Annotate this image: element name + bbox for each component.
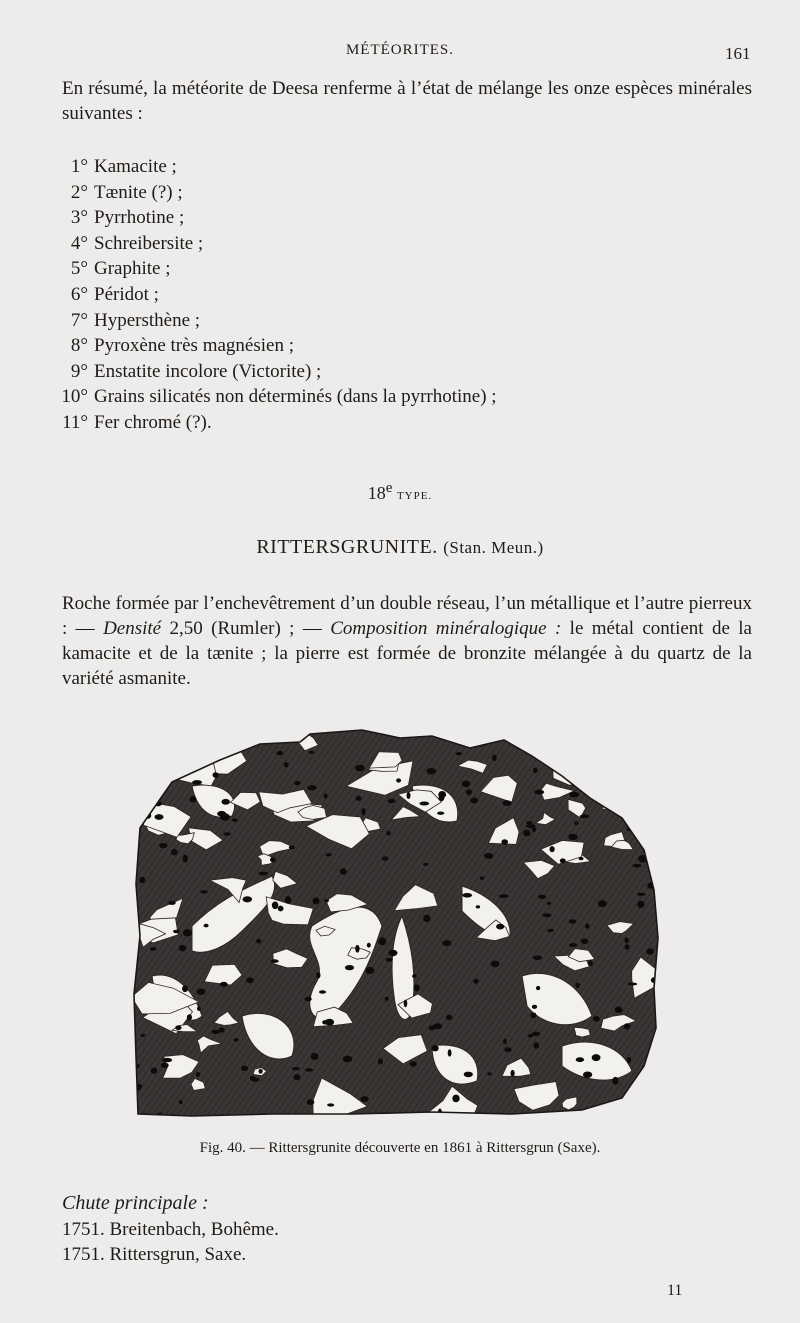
inclusion-dot (141, 769, 147, 775)
inclusion-dot (386, 831, 390, 835)
inclusion-dot (502, 800, 511, 806)
inclusion-dot (446, 1015, 452, 1021)
type-label: TYPE. (396, 490, 433, 502)
fall-list (62, 1217, 279, 1267)
inclusion-dot (305, 997, 312, 1002)
inclusion-dot (645, 1110, 654, 1117)
inclusion-dot (560, 858, 566, 863)
inclusion-dot (378, 938, 386, 946)
fall-place: Rittersgrun, Saxe. (109, 1244, 247, 1265)
inclusion-dot (135, 1064, 140, 1068)
inclusion-dot (355, 945, 359, 953)
inclusion-dot (420, 1114, 428, 1117)
type-number-suffix: e (385, 480, 393, 496)
inclusion-dot (258, 872, 268, 876)
inclusion-dot (557, 1114, 563, 1118)
inclusion-dot (168, 901, 175, 905)
inclusion-dot (470, 798, 478, 804)
inclusion-dot (503, 1039, 507, 1045)
list-item (58, 359, 497, 385)
intro-paragraph: En résumé, la météorite de Deesa renferme à l’état de mélange les onze espèces minérales suivantes : (62, 78, 752, 124)
item-text: Enstatite incolore (Victorite) ; (94, 360, 322, 382)
figure-caption: Fig. 40. — Rittersgrunite découverte en 1861 à Rittersgrun (Saxe). (199, 1140, 601, 1156)
inclusion-dot (361, 1096, 369, 1102)
inclusion-dot (569, 919, 577, 923)
inclusion-dot (603, 765, 607, 772)
inclusion-dot (183, 855, 188, 863)
list-item (58, 410, 497, 436)
item-text: Grains silicatés non déterminés (dans la pyrrhotine) ; (94, 386, 497, 408)
inclusion-dot (652, 791, 661, 798)
inclusion-dot (476, 905, 480, 908)
inclusion-dot (429, 1026, 436, 1031)
item-text: Schreibersite ; (94, 232, 204, 254)
inclusion-dot (133, 803, 139, 808)
inclusion-dot (340, 868, 347, 874)
item-number: 2° (70, 181, 88, 203)
inclusion-dot (605, 795, 610, 800)
inclusion-dot (389, 950, 398, 956)
inclusion-dot (526, 824, 536, 828)
inclusion-dot (626, 806, 630, 811)
inclusion-dot (293, 1074, 300, 1080)
inclusion-dot (305, 1068, 313, 1072)
inclusion-dot (439, 795, 445, 802)
inclusion-dot (568, 834, 578, 840)
inclusion-dot (464, 1072, 473, 1078)
inclusion-dot (404, 1000, 408, 1008)
inclusion-dot (628, 983, 638, 986)
inclusion-dot (386, 958, 393, 962)
metal-grain (568, 770, 594, 784)
inclusion-dot (259, 1069, 263, 1074)
inclusion-dot (284, 762, 289, 767)
inclusion-dot (345, 965, 354, 970)
item-number: 6° (70, 283, 88, 305)
inclusion-dot (167, 730, 174, 737)
inclusion-dot (547, 902, 551, 905)
inclusion-dot (183, 929, 192, 936)
inclusion-dot (523, 830, 530, 837)
item-number: 3° (70, 207, 88, 229)
inclusion-dot (574, 821, 579, 825)
inclusion-dot (637, 893, 646, 896)
inclusion-dot (150, 947, 157, 951)
item-text: Péridot ; (94, 283, 159, 305)
inclusion-dot (343, 1056, 353, 1063)
inclusion-dot (243, 896, 253, 902)
inclusion-dot (492, 755, 497, 762)
composition-label: Composition minéralogique : (330, 618, 562, 639)
item-number: 11° (62, 411, 88, 433)
inclusion-dot (592, 1054, 601, 1061)
inclusion-dot (533, 768, 538, 774)
inclusion-dot (189, 796, 196, 802)
fall-year: 1751. (62, 1219, 105, 1240)
mineral-list (58, 154, 497, 436)
inclusion-dot (534, 790, 544, 795)
inclusion-dot (442, 940, 451, 946)
inclusion-dot (636, 797, 643, 802)
inclusion-dot (355, 796, 361, 801)
item-number: 1° (70, 156, 88, 177)
inclusion-dot (547, 929, 554, 932)
inclusion-dot (307, 1099, 315, 1105)
inclusion-dot (220, 982, 228, 987)
inclusion-dot (511, 1070, 515, 1077)
inclusion-dot (575, 983, 580, 988)
inclusion-dot (526, 821, 533, 824)
inclusion-dot (355, 765, 365, 771)
running-title: MÉTÉORITES. (345, 42, 455, 58)
inclusion-dot (437, 812, 444, 815)
inclusion-dot (156, 748, 165, 754)
inclusion-dot (309, 751, 315, 754)
inclusion-dot (186, 729, 191, 735)
inclusion-dot (462, 781, 471, 788)
inclusion-dot (452, 1095, 459, 1103)
item-text: Tænite (?) ; (94, 181, 183, 203)
inclusion-dot (270, 857, 276, 862)
inclusion-dot (615, 1006, 623, 1013)
inclusion-dot (138, 800, 147, 804)
inclusion-dot (625, 938, 629, 944)
page-number: 161 (725, 44, 751, 63)
inclusion-dot (340, 726, 349, 730)
inclusion-dot (241, 1066, 248, 1071)
item-number: 5° (70, 258, 88, 280)
list-item (58, 384, 497, 410)
inclusion-dot (646, 948, 653, 955)
inclusion-dot (292, 1067, 300, 1070)
inclusion-dot (187, 1014, 192, 1020)
item-text: Hypersthène ; (94, 309, 201, 331)
inclusion-dot (313, 897, 320, 904)
inclusion-dot (613, 777, 618, 783)
inclusion-dot (311, 1053, 319, 1060)
item-number: 9° (70, 360, 88, 382)
inclusion-dot (387, 799, 395, 803)
inclusion-dot (151, 1067, 158, 1073)
density-label: Densité (103, 618, 162, 639)
inclusion-dot (412, 974, 417, 978)
inclusion-dot (149, 756, 153, 763)
inclusion-dot (246, 977, 254, 983)
item-number: 10° (61, 386, 88, 408)
inclusion-dot (569, 792, 579, 798)
inclusion-dot (419, 802, 429, 806)
item-number: 4° (70, 232, 88, 254)
inclusion-dot (625, 944, 630, 950)
inclusion-dot (533, 955, 542, 960)
inclusion-dot (396, 778, 401, 782)
item-number: 8° (70, 335, 88, 357)
inclusion-dot (634, 799, 641, 807)
list-item (58, 333, 497, 359)
inclusion-dot (324, 899, 329, 902)
description-part-3: le métal contient de la kamacite et de la tænite ; la pierre est formée de bronzite mélangée à du quartz de la variété asmanite. (62, 618, 752, 689)
inclusion-dot (250, 1076, 256, 1081)
item-text: Fer chromé (?). (94, 411, 212, 433)
inclusion-dot (171, 849, 178, 855)
inclusion-dot (382, 856, 388, 860)
section-title (0, 536, 800, 559)
inclusion-dot (491, 961, 500, 968)
inclusion-dot (212, 1030, 221, 1034)
inclusion-dot (423, 863, 429, 866)
list-item (58, 308, 497, 334)
inclusion-dot (414, 984, 420, 991)
inclusion-dot (214, 727, 222, 732)
inclusion-dot (633, 864, 642, 868)
inclusion-dot (656, 861, 662, 868)
inclusion-dot (585, 765, 590, 772)
inclusion-dot (361, 808, 365, 815)
inclusion-dot (232, 819, 238, 822)
inclusion-dot (627, 1057, 631, 1063)
inclusion-dot (325, 1019, 334, 1026)
inclusion-dot (518, 740, 524, 748)
inclusion-dot (223, 832, 231, 835)
list-item (58, 256, 497, 282)
inclusion-dot (576, 1057, 584, 1062)
inclusion-dot (220, 813, 230, 820)
inclusion-dot (197, 989, 206, 995)
description-paragraph (62, 591, 752, 691)
inclusion-dot (534, 1042, 540, 1049)
inclusion-dot (385, 997, 389, 1001)
inclusion-dot (319, 990, 326, 994)
inclusion-dot (367, 943, 371, 948)
inclusion-dot (550, 846, 555, 852)
inclusion-dot (432, 1045, 439, 1051)
inclusion-dot (644, 764, 651, 771)
inclusion-dot (327, 1103, 334, 1106)
inclusion-dot (285, 896, 291, 904)
inclusion-dot (622, 777, 626, 783)
inclusion-dot (593, 1016, 600, 1022)
description-part-1: Roche formée par l’enchevêtrement d’un double réseau, l’un métallique et l’autre pierreux : — (62, 593, 752, 639)
inclusion-dot (484, 853, 494, 859)
inclusion-dot (139, 877, 145, 884)
inclusion-dot (144, 727, 148, 735)
inclusion-dot (325, 853, 332, 856)
inclusion-dot (200, 890, 208, 893)
inclusion-dot (272, 902, 279, 910)
item-text: Kamacite ; (94, 156, 177, 177)
inclusion-dot (487, 1072, 491, 1075)
inclusion-dot (182, 985, 188, 992)
inclusion-dot (504, 1047, 511, 1052)
inclusion-dot (598, 900, 607, 907)
inclusion-dot (585, 924, 589, 929)
main-fall-heading: Chute principale : (62, 1192, 209, 1214)
inclusion-dot (192, 780, 202, 784)
fall-item (62, 1217, 279, 1242)
inclusion-dot (659, 1060, 662, 1066)
inclusion-dot (278, 906, 284, 912)
list-item (58, 282, 497, 308)
inclusion-dot (501, 839, 508, 845)
inclusion-dot (538, 895, 546, 899)
inclusion-dot (289, 845, 295, 849)
inclusion-dot (462, 893, 472, 898)
inclusion-dot (579, 857, 584, 860)
inclusion-dot (162, 1058, 172, 1062)
inclusion-dot (612, 1077, 618, 1085)
inclusion-dot (435, 1113, 439, 1118)
inclusion-dot (654, 807, 659, 811)
inclusion-dot (569, 943, 577, 947)
figure-rittersgrunite (132, 726, 662, 1118)
inclusion-dot (581, 939, 589, 945)
inclusion-dot (161, 1063, 169, 1068)
list-item (58, 154, 497, 180)
inclusion-dot (159, 843, 167, 848)
inclusion-dot (271, 959, 279, 963)
inclusion-dot (256, 939, 261, 944)
inclusion-dot (624, 1023, 631, 1029)
inclusion-dot (324, 793, 328, 798)
section-author: (Stan. Meun.) (443, 538, 544, 557)
inclusion-dot (654, 800, 662, 805)
inclusion-dot (410, 1061, 417, 1067)
inclusion-dot (530, 1012, 536, 1018)
inclusion-dot (234, 1038, 239, 1042)
inclusion-dot (197, 1006, 201, 1011)
meteorite-specimen (132, 726, 662, 1118)
inclusion-dot (431, 1114, 436, 1118)
inclusion-dot (179, 1100, 183, 1104)
inclusion-dot (473, 979, 478, 984)
inclusion-dot (528, 1034, 534, 1038)
inclusion-dot (179, 945, 187, 951)
meteorite-illustration (132, 726, 662, 1118)
inclusion-dot (426, 768, 436, 774)
inclusion-dot (175, 1025, 181, 1030)
inclusion-dot (637, 901, 644, 908)
inclusion-dot (532, 1005, 537, 1009)
inclusion-dot (423, 915, 430, 922)
type-heading (0, 480, 800, 504)
inclusion-dot (588, 960, 593, 966)
inclusion-dot (277, 751, 284, 755)
inclusion-dot (580, 814, 590, 818)
description-part-2: 2,50 (Rumler) ; — (161, 618, 331, 639)
list-item (58, 180, 497, 206)
fall-year: 1751. (62, 1244, 105, 1265)
fall-item (62, 1242, 279, 1267)
inclusion-dot (543, 913, 552, 917)
inclusion-dot (583, 1072, 592, 1078)
item-text: Pyrrhotine ; (94, 207, 185, 229)
inclusion-dot (466, 789, 472, 795)
inclusion-dot (407, 792, 411, 799)
inclusion-dot (365, 967, 374, 974)
printer-signature: 11 (667, 1282, 683, 1299)
inclusion-dot (196, 1072, 200, 1077)
item-text: Pyroxène très magnésien ; (94, 335, 294, 357)
inclusion-dot (263, 736, 272, 741)
inclusion-dot (173, 930, 180, 933)
metal-grain (553, 750, 599, 785)
inclusion-dot (204, 924, 209, 928)
item-number: 7° (70, 309, 88, 331)
list-item (58, 231, 497, 257)
inclusion-dot (456, 752, 462, 755)
inclusion-dot (378, 1058, 383, 1064)
inclusion-dot (213, 772, 219, 778)
inclusion-dot (496, 924, 504, 930)
section-title-text: RITTERSGRUNITE. (256, 536, 438, 558)
inclusion-dot (155, 814, 164, 820)
list-item (58, 205, 497, 231)
inclusion-dot (140, 1034, 145, 1037)
inclusion-dot (221, 799, 230, 805)
inclusion-dot (294, 781, 301, 785)
inclusion-dot (316, 972, 320, 978)
inclusion-dot (536, 986, 540, 990)
item-text: Graphite ; (94, 258, 171, 280)
fall-place: Breitenbach, Bohême. (109, 1219, 279, 1240)
inclusion-dot (480, 876, 484, 880)
type-number: 18 (367, 483, 386, 503)
inclusion-dot (499, 894, 509, 898)
inclusion-dot (307, 785, 317, 790)
inclusion-dot (639, 1106, 646, 1109)
inclusion-dot (448, 1049, 452, 1056)
